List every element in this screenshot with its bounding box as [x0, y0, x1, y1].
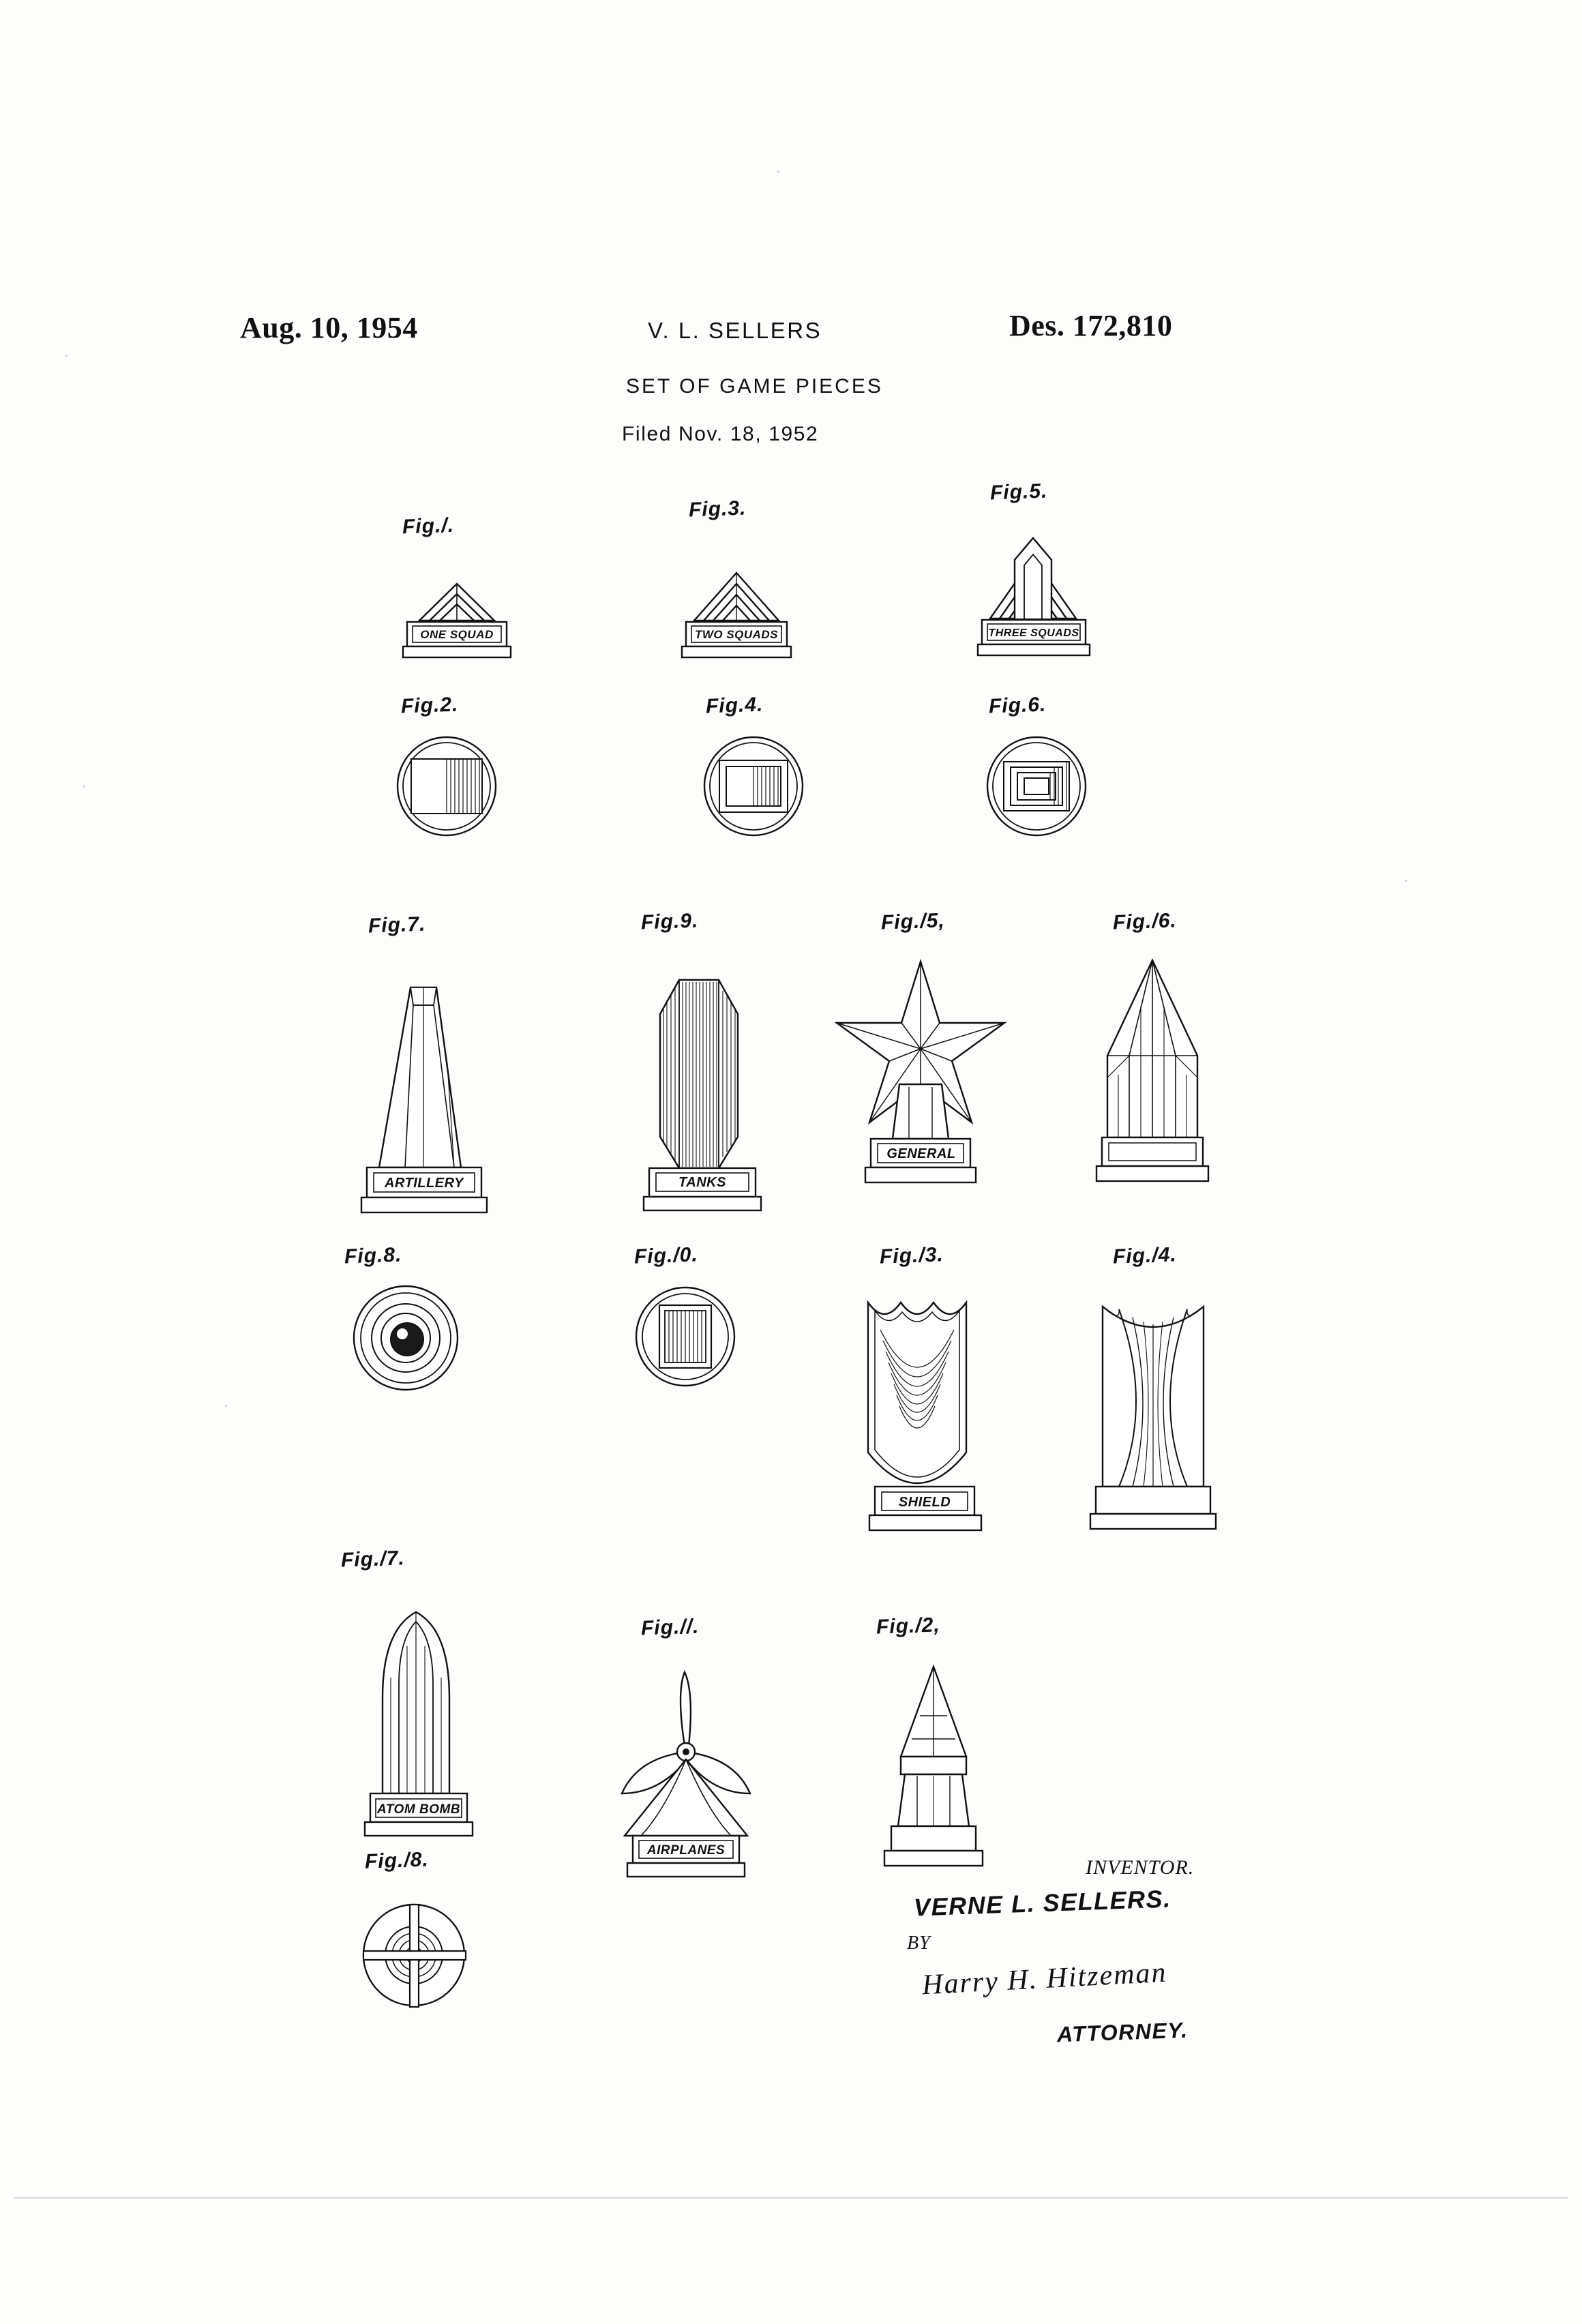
fig5-drawing: [948, 515, 1118, 661]
scan-speck: [1405, 880, 1407, 882]
by-label: BY: [907, 1933, 931, 1954]
inventor-label: INVENTOR.: [1086, 1856, 1195, 1879]
fig16-label: Fig./6.: [1112, 909, 1178, 934]
fig9-label: Fig.9.: [640, 909, 699, 934]
fig17-plate-text: ATOM BOMB: [376, 1802, 461, 1817]
fig12-label: Fig./2,: [876, 1613, 941, 1639]
fig4-label: Fig.4.: [705, 693, 764, 718]
patent-number: Des. 172,810: [1009, 309, 1173, 342]
fig6-label: Fig.6.: [988, 693, 1047, 718]
fig6-drawing: [968, 733, 1105, 842]
fig15-label: Fig./5,: [880, 909, 946, 934]
fig7-plate-text: ARTILLERY: [385, 1176, 464, 1191]
fig9-drawing: [614, 951, 784, 1217]
patent-date: Aug. 10, 1954: [240, 311, 418, 344]
fig3-plate-text: TWO SQUADS: [694, 628, 779, 641]
fig1-label: Fig./.: [402, 513, 455, 539]
fig13-plate-text: SHIELD: [898, 1495, 951, 1510]
fig3-label: Fig.3.: [688, 496, 747, 522]
attorney-signature: Harry H. Hitzeman: [921, 1956, 1168, 2001]
fig5-label: Fig.5.: [989, 479, 1048, 505]
fig8-label: Fig.8.: [344, 1243, 402, 1268]
scan-speck: [65, 355, 68, 357]
fig4-drawing: [685, 733, 822, 842]
fig13-drawing: [835, 1282, 1013, 1568]
fig10-label: Fig./0.: [633, 1243, 699, 1268]
fig2-label: Fig.2.: [400, 693, 459, 718]
page-edge-line: [14, 2197, 1568, 2199]
fig15-drawing: [829, 941, 1013, 1214]
fig18-drawing: [344, 1892, 488, 2022]
fig17-label: Fig./7.: [340, 1547, 406, 1572]
fig7-label: Fig.7.: [368, 912, 426, 938]
fig14-drawing: [1067, 1282, 1244, 1568]
fig11-label: Fig.//.: [640, 1615, 700, 1640]
fig11-drawing: [600, 1657, 771, 1889]
fig16-drawing: [1064, 941, 1241, 1214]
fig2-drawing: [378, 733, 515, 842]
fig15-plate-text: GENERAL: [886, 1146, 956, 1161]
fig14-label: Fig./4.: [1112, 1243, 1178, 1268]
fig5-plate-text: THREE SQUADS: [988, 627, 1079, 639]
fig7-drawing: [334, 955, 511, 1221]
attorney-label: ATTORNEY.: [1056, 2017, 1189, 2047]
fig18-label: Fig./8.: [364, 1848, 430, 1873]
fig17-drawing: [331, 1603, 501, 1875]
scan-speck: [777, 170, 779, 173]
fig9-plate-text: TANKS: [678, 1175, 726, 1190]
fig10-drawing: [617, 1282, 753, 1395]
fig12-drawing: [849, 1650, 1019, 1889]
inventor-signature: VERNE L. SELLERS.: [913, 1884, 1172, 1922]
fig11-plate-text: AIRPLANES: [646, 1843, 726, 1858]
fig1-drawing: [378, 566, 535, 661]
scan-speck: [225, 1405, 227, 1407]
patent-title: SET OF GAME PIECES: [626, 375, 883, 398]
fig1-plate-text: ONE SQUAD: [420, 628, 494, 641]
filing-date: Filed Nov. 18, 1952: [622, 423, 819, 445]
fig8-drawing: [334, 1282, 477, 1398]
fig3-drawing: [655, 542, 818, 661]
inventor-header: V. L. SELLERS: [648, 318, 822, 343]
scan-speck: [83, 786, 85, 788]
fig13-label: Fig./3.: [879, 1243, 944, 1268]
